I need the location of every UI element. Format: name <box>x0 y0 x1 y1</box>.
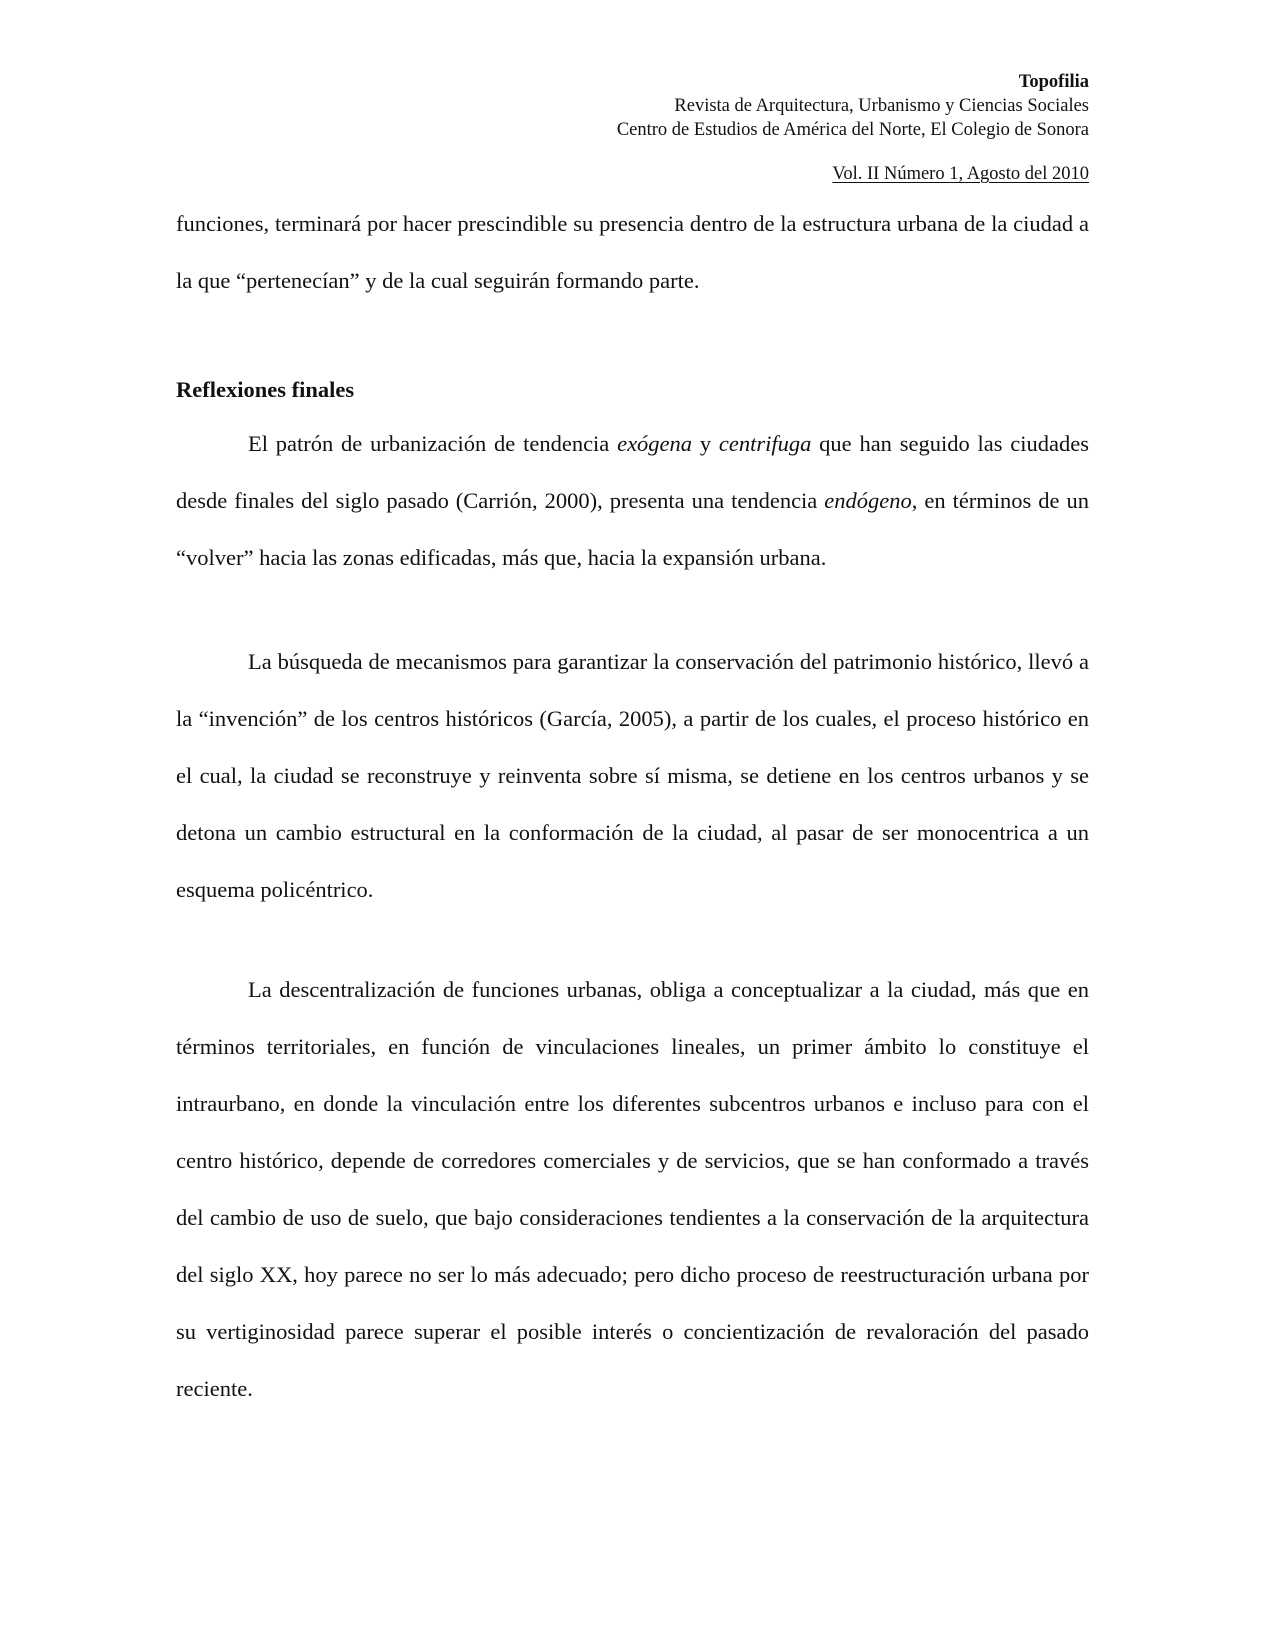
paragraph-1 <box>176 415 1089 586</box>
journal-title: Topofilia <box>1018 72 1089 92</box>
p1-text-1: El patrón de urbanización de tendencia <box>248 431 618 456</box>
paragraph-2-block <box>176 633 1089 918</box>
paragraph-2: La búsqueda de mecanismos para garantizar la conservación del patrimonio histórico, llevó a la “invención” de los centros históricos (García, 2005), a partir de los cuales, el proceso histórico en el cual, la ciudad se reconstruye y reinventa sobre sí misma, se detiene en los centros urbanos y se detona un cambio estructural en la conformación de la ciudad, al pasar de ser monocentrica a un esquema policéntrico. <box>176 649 1089 902</box>
p1-text-3: que han seguido las ciudades desde finales del siglo pasado (Carrión, 2000), presenta una tendencia <box>176 431 1090 513</box>
continuation-paragraph: funciones, terminará por hacer prescindible su presencia dentro de la estructura urbana de la ciudad a la que “pertenecían” y de la cual seguirán formando parte. <box>176 211 1089 293</box>
section-heading-block <box>176 361 1089 418</box>
p1-italic-endogeno: endógeno <box>824 488 912 513</box>
continuation-block <box>176 195 1089 309</box>
page-header <box>617 70 1089 186</box>
p1-text-2: y <box>692 431 719 456</box>
p1-text-4: , en términos de un “volver” hacia las zonas edificadas, más que, hacia la expansión urbana. <box>176 488 1089 570</box>
p1-italic-exogena: exógena <box>617 431 693 456</box>
issue-line: Vol. II Número 1, Agosto del 2010 <box>832 164 1089 184</box>
p1-italic-centrifuga: centrifuga <box>718 431 812 456</box>
paragraph-3: La descentralización de funciones urbanas, obliga a conceptualizar a la ciudad, más que en términos territoriales, en función de vinculaciones lineales, un primer ámbito lo constituye el intraurbano, en donde la vinculación entre los diferentes subcentros urbanos e incluso para con el centro histórico, depende de corredores comerciales y de servicios, que se han conformado a través del cambio de uso de suelo, que bajo consideraciones tendientes a la conservación de la arquitectura del siglo XX, hoy parece no ser lo más adecuado; pero dicho proceso de reestructuración urbana por su vertiginosidad parece superar el posible interés o concientización de revaloración del pasado reciente. <box>176 977 1089 1401</box>
paragraph-3-block <box>176 961 1089 1417</box>
journal-subtitle: Revista de Arquitectura, Urbanismo y Ciencias Sociales <box>674 96 1089 116</box>
section-heading: Reflexiones finales <box>176 377 355 402</box>
institution-line: Centro de Estudios de América del Norte, El Colegio de Sonora <box>616 120 1089 140</box>
paragraph-1-block <box>176 415 1089 586</box>
